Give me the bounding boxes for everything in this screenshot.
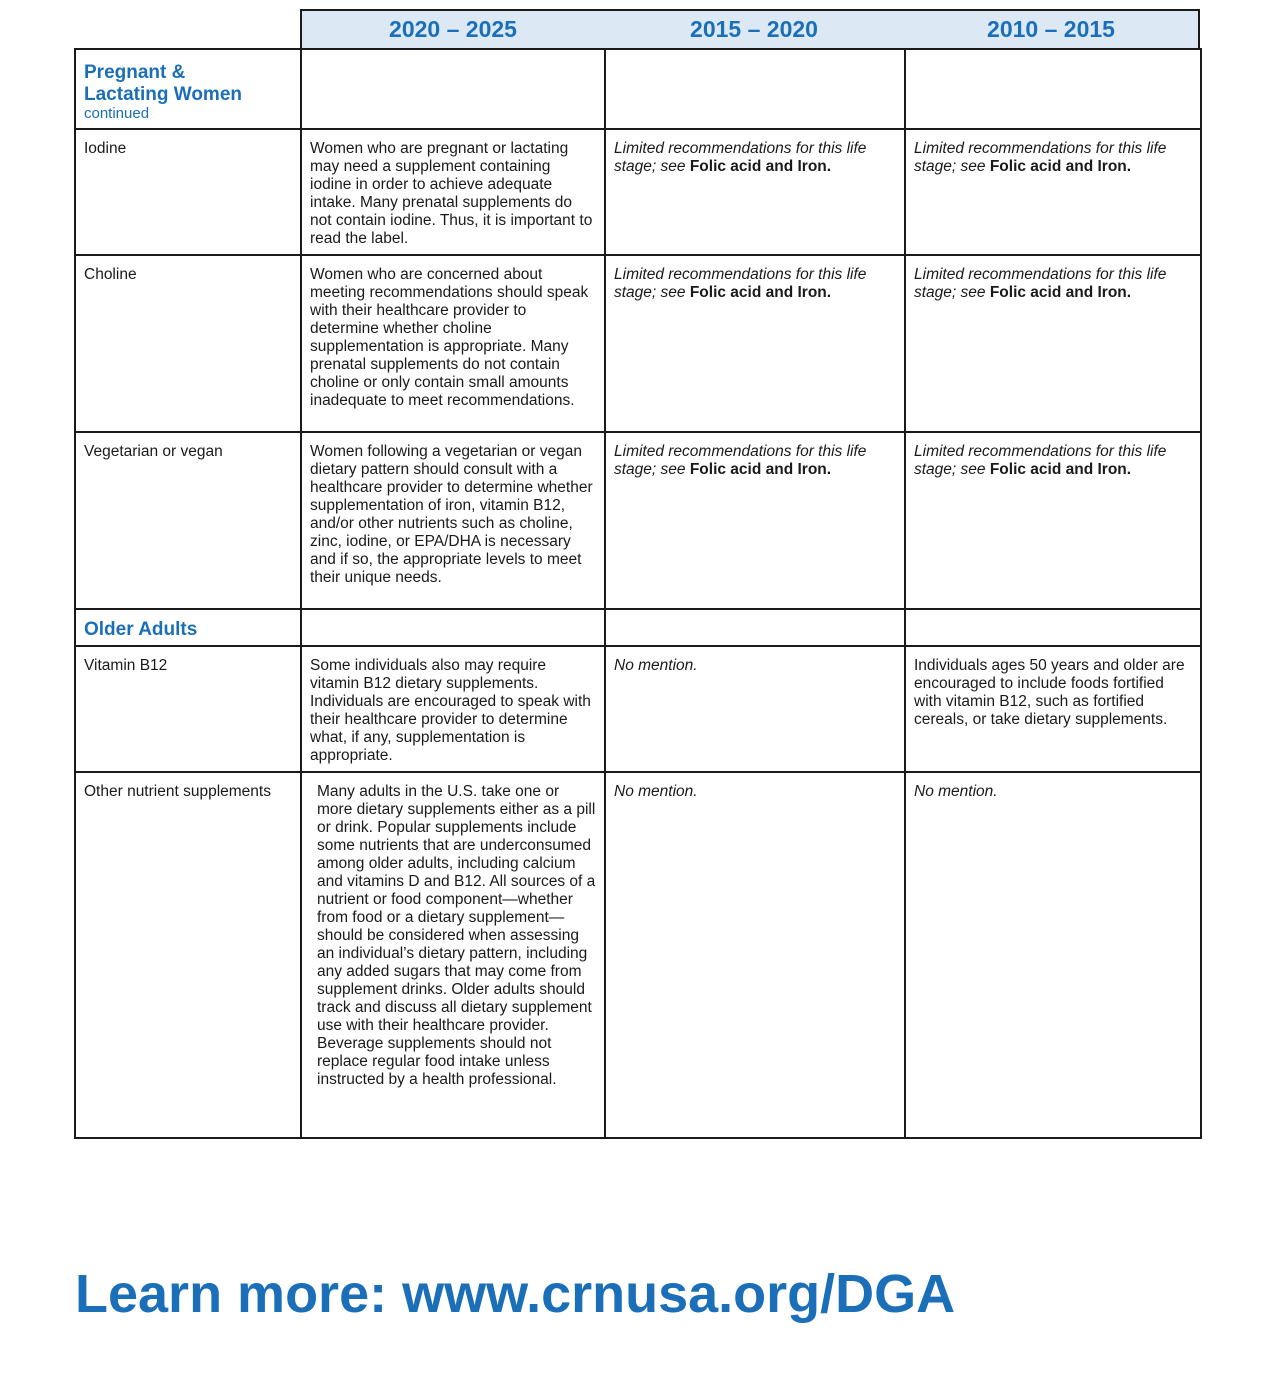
table-row-vitamin-b12	[75, 646, 1201, 772]
cell-text-suffix: .	[1126, 284, 1132, 301]
cell-text-suffix: .	[826, 461, 832, 478]
row-label: Vegetarian or vegan	[75, 432, 301, 609]
cell-text: Limited recommendations for this life stage; see	[914, 266, 1167, 301]
empty-cell	[605, 49, 905, 129]
row-label: Other nutrient supplements	[75, 772, 301, 1138]
cell-bold-reference: Folic acid and Iron	[689, 284, 827, 301]
section-title-line2: Lactating Women	[84, 84, 242, 105]
cell-2020-2025: Women who are concerned about meeting recommendations should speak with their healthcare provider to determine whether choline supplementation is appropriate. Many prenatal supplements do not contain choline or only contain small amounts inadequate to meet recommendations.	[301, 255, 605, 432]
table-row-choline	[75, 255, 1201, 432]
cell-bold-reference: Folic acid and Iron	[989, 284, 1127, 301]
column-header-2010-2015: 2010 – 2015	[904, 9, 1200, 50]
section-label-cell	[75, 49, 301, 129]
cell-2020-2025: Women who are pregnant or lactating may need a supplement containing iodine in order to achieve adequate intake. Many prenatal supplements do not contain iodine. Thus, it is important to read the label.	[301, 129, 605, 255]
empty-cell	[301, 609, 605, 646]
row-label: Iodine	[75, 129, 301, 255]
cell-2010-2015	[905, 129, 1201, 255]
section-subtitle: continued	[84, 105, 150, 122]
table-row-iodine	[75, 129, 1201, 255]
cell-2020-2025: Women following a vegetarian or vegan dietary pattern should consult with a healthcare provider to determine whether supplementation of iron, vitamin B12, and/or other nutrients such as choline, zinc, iodine, or EPA/DHA is necessary and if so, the appropriate levels to meet their unique needs.	[301, 432, 605, 609]
cell-2020-2025: Some individuals also may require vitamin B12 dietary supplements. Individuals are encouraged to speak with their healthcare provider to determine what, if any, supplementation is appropriate.	[301, 646, 605, 772]
cell-text-suffix: .	[1126, 158, 1132, 175]
cell-2015-2020	[605, 129, 905, 255]
row-label: Choline	[75, 255, 301, 432]
table-row-vegetarian-vegan	[75, 432, 1201, 609]
cell-bold-reference: Folic acid and Iron	[689, 158, 827, 175]
section-title: Older Adults	[84, 619, 198, 640]
cell-2015-2020: No mention.	[605, 772, 905, 1138]
cell-2015-2020: No mention.	[605, 646, 905, 772]
cell-text: Limited recommendations for this life stage; see	[614, 266, 867, 301]
cell-text: Limited recommendations for this life stage; see	[614, 443, 867, 478]
cell-text-suffix: .	[826, 284, 832, 301]
cell-2020-2025: Many adults in the U.S. take one or more dietary supplements either as a pill or drink. Popular supplements include some nutrients that are underconsumed among older adults, including calcium and vitamins D and B12. All sources of a nutrient or food component—whether from food or a dietary supplement—should be considered when assessing an individual’s dietary pattern, including any added sugars that may come from supplement drinks. Older adults should track and discuss all dietary supplement use with their healthcare provider. Beverage supplements should not replace regular food intake unless instructed by a health professional.	[301, 772, 605, 1138]
learn-more-link-text: Learn more: www.crnusa.org/DGA	[75, 1264, 956, 1324]
section-row-pregnant-lactating	[75, 49, 1201, 129]
cell-2010-2015	[905, 432, 1201, 609]
section-row-older-adults	[75, 609, 1201, 646]
cell-text-suffix: .	[826, 158, 832, 175]
cell-text: Limited recommendations for this life stage; see	[914, 443, 1167, 478]
empty-cell	[905, 49, 1201, 129]
empty-cell	[905, 609, 1201, 646]
column-header-2015-2020: 2015 – 2020	[604, 9, 906, 50]
empty-cell	[605, 609, 905, 646]
supplement-recommendations-table	[74, 48, 1202, 1139]
section-label-cell	[75, 609, 301, 646]
cell-bold-reference: Folic acid and Iron	[989, 461, 1127, 478]
cell-text: Limited recommendations for this life stage; see	[614, 140, 867, 175]
cell-text-suffix: .	[1126, 461, 1132, 478]
cell-2010-2015	[905, 255, 1201, 432]
column-header-2020-2025: 2020 – 2025	[300, 9, 606, 50]
cell-2015-2020	[605, 255, 905, 432]
cell-text: Limited recommendations for this life stage; see	[914, 140, 1167, 175]
section-title-line1: Pregnant &	[84, 62, 186, 83]
cell-2010-2015: Individuals ages 50 years and older are encouraged to include foods fortified with vitamin B12, such as fortified cereals, or take dietary supplements.	[905, 646, 1201, 772]
empty-cell	[301, 49, 605, 129]
cell-bold-reference: Folic acid and Iron	[989, 158, 1127, 175]
cell-2015-2020	[605, 432, 905, 609]
table-row-other-nutrient-supplements	[75, 772, 1201, 1138]
cell-2010-2015: No mention.	[905, 772, 1201, 1138]
row-label: Vitamin B12	[75, 646, 301, 772]
cell-bold-reference: Folic acid and Iron	[689, 461, 827, 478]
